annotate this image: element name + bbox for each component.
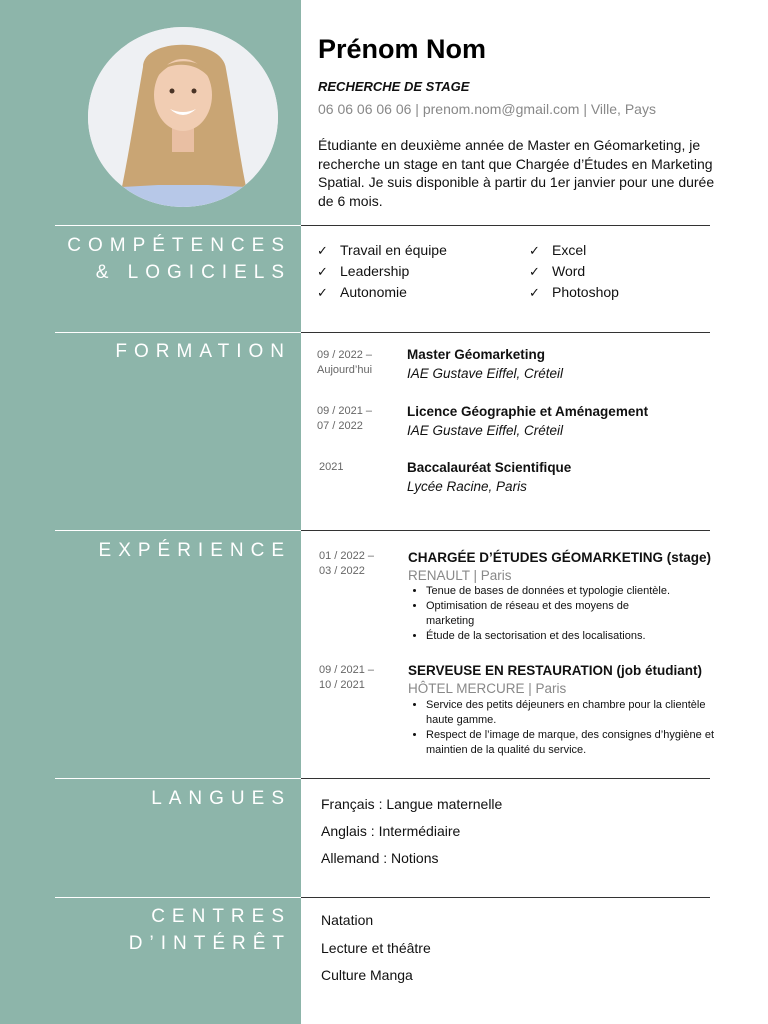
check-icon: ✓ [317,285,328,300]
task-item: • Respect de l’image de marque, des consignes d’hygiène et maintien de la qualité du service. [426,728,716,758]
candidate-name: Prénom Nom [318,34,487,64]
language-item: Allemand : Notions [321,850,439,866]
skill-item [317,282,447,303]
job-title: CHARGÉE D’ÉTUDES GÉOMARKETING (stage) [408,550,712,565]
job-company: RENAULT | Paris [408,568,512,583]
check-icon: ✓ [529,243,540,258]
formation-date [317,404,372,434]
formation-title: Master Géomarketing [407,347,546,362]
profile-photo [88,27,278,207]
job-tasks [408,584,716,644]
date-start: 2021 [319,461,344,473]
section-title-line: COMPÉTENCES [67,235,291,256]
job-company: HÔTEL MERCURE | Paris [408,681,567,696]
divider-left [55,530,301,531]
formation-school: IAE Gustave Eiffel, Créteil [407,423,564,438]
skill-label: Word [552,263,586,279]
divider-left [55,897,301,898]
skills-column-1 [317,240,447,303]
section-title-experience: EXPÉRIENCE [98,540,291,561]
interest-item: Culture Manga [321,967,413,983]
skill-item [317,240,447,261]
profile-summary: Étudiante en deuxième année de Master en Géomarketing, je recherche un stage en tant que Chargée d’Études en Marketing Spatial. Je suis disponible à partir du 1er janvier pour une durée de 6 mois. [318,137,715,209]
job-title: SERVEUSE EN RESTAURATION (job étudiant) [408,663,703,678]
portrait-illustration [88,27,278,207]
section-title-line: & LOGICIELS [95,262,291,283]
skill-item [317,261,447,282]
date-start: 09 / 2022 – [317,349,373,361]
section-title-formation: FORMATION [115,341,291,362]
task-item: • Optimisation de réseau et des moyens de marketing [426,599,666,629]
formation-date [319,460,343,475]
experience-date [319,549,374,579]
task-item: • Étude de la sectorisation et des localisations. [426,629,716,644]
experience-date [319,663,374,693]
formation-title: Baccalauréat Scientifique [407,460,572,475]
formation-school: Lycée Racine, Paris [407,479,527,494]
section-title-competences [67,232,291,286]
section-title-interets [129,903,291,957]
skill-label: Travail en équipe [340,242,447,258]
divider-left [55,225,301,226]
skill-label: Excel [552,242,587,258]
date-end: Aujourd’hui [317,364,373,376]
date-end: 07 / 2022 [317,420,363,432]
divider-right [301,530,710,531]
skill-item [529,261,619,282]
divider-right [301,897,710,898]
skill-label: Autonomie [340,284,407,300]
divider-right [301,225,710,226]
interest-item: Lecture et théâtre [321,940,431,956]
skill-label: Photoshop [552,284,619,300]
section-title-line: D’INTÉRÊT [128,933,291,954]
date-start: 09 / 2021 – [317,405,373,417]
skill-item [529,240,619,261]
date-start: 01 / 2022 – [319,550,375,562]
divider-right [301,332,710,333]
skill-label: Leadership [340,263,410,279]
job-target: RECHERCHE DE STAGE [318,79,470,94]
formation-school: IAE Gustave Eiffel, Créteil [407,366,564,381]
formation-title: Licence Géographie et Aménagement [407,404,649,419]
date-end: 10 / 2021 [319,679,365,691]
skills-column-2 [529,240,619,303]
check-icon: ✓ [317,243,328,258]
section-title-langues: LANGUES [151,788,291,809]
skill-item [529,282,619,303]
date-end: 03 / 2022 [319,565,365,577]
job-tasks [408,698,716,758]
contact-line: 06 06 06 06 06 | prenom.nom@gmail.com | Ville, Pays [318,101,656,117]
task-item: • Service des petits déjeuners en chambre pour la clientèle haute gamme. [426,698,716,728]
divider-left [55,778,301,779]
section-title-line: CENTRES [151,906,291,927]
language-item: Français : Langue maternelle [321,796,503,812]
formation-date [317,348,372,378]
date-start: 09 / 2021 – [319,664,375,676]
divider-right [301,778,710,779]
language-item: Anglais : Intermédiaire [321,823,461,839]
check-icon: ✓ [529,285,540,300]
divider-left [55,332,301,333]
task-item: • Tenue de bases de données et typologie clientèle. [426,584,716,599]
interest-item: Natation [321,912,374,928]
check-icon: ✓ [317,264,328,279]
check-icon: ✓ [529,264,540,279]
